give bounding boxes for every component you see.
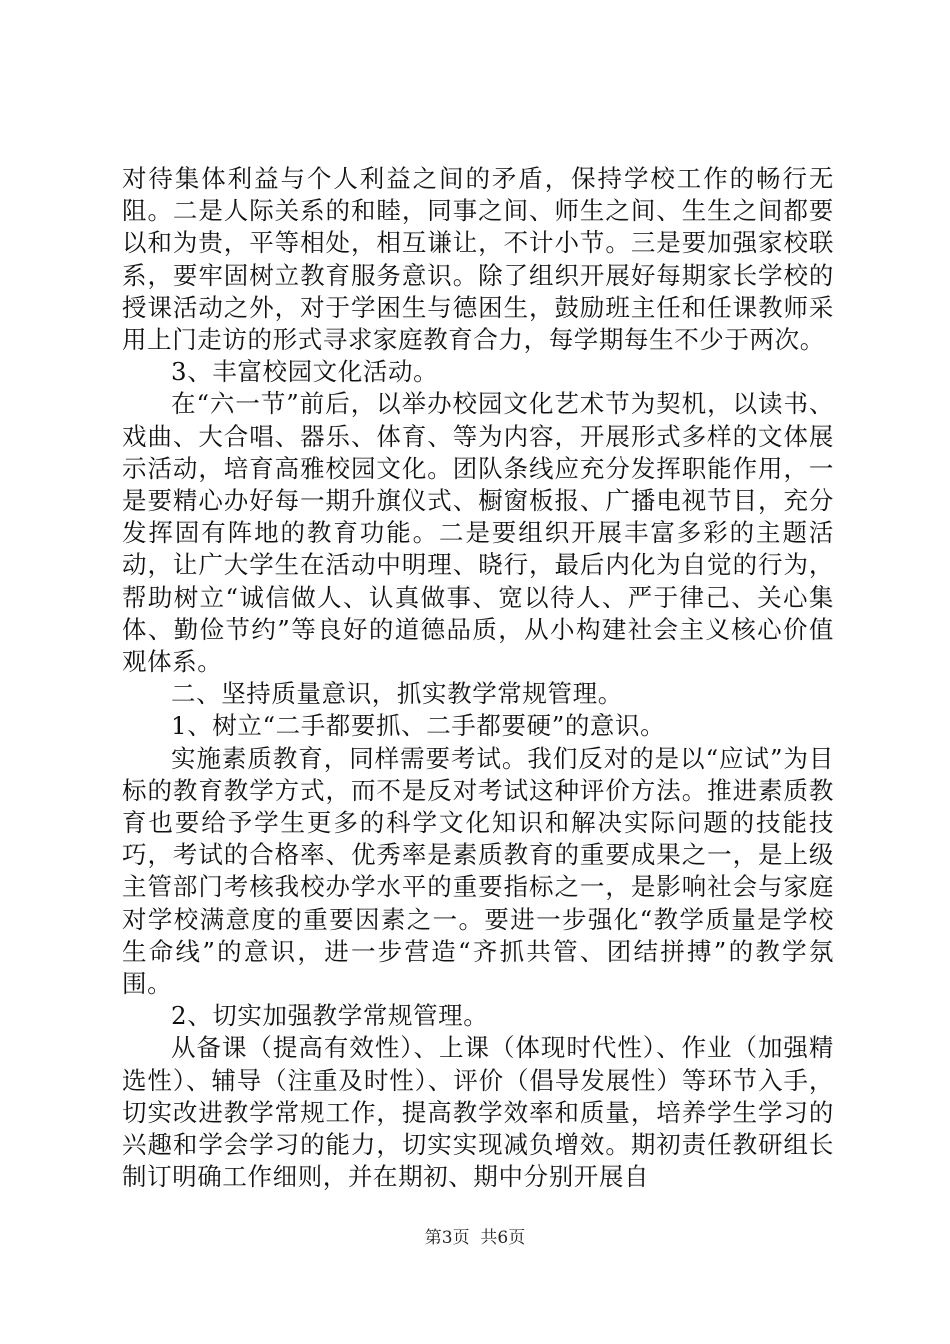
paragraph-teaching-routine: 从备课（提高有效性）、上课（体现时代性）、作业（加强精选性）、辅导（注重及时性）、评价（倡导发展性）等环节入手，切实改进教学常规工作，提高教学效率和质量，培养学生学习的兴趣和学会学习的能力，切实实现减负增效。期初责任教研组长制订明确工作细则，并在期初、期中分别开展自 xyxy=(122,1033,834,1192)
subheading-campus-culture: 3、丰富校园文化活动。 xyxy=(171,357,439,387)
subheading-two-hands: 1、树立“二手都要抓、二手都要硬”的意识。 xyxy=(171,711,666,741)
paragraph-culture-activities: 在“六一节”前后，以举办校园文化艺术节为契机，以读书、戏曲、大合唱、器乐、体育、等为内容，开展形式多样的文体展示活动，培育高雅校园文化。团队条线应充分发挥职能作用，一是要精心办好每一期升旗仪式、橱窗板报、广播电视节目，充分发挥固有阵地的教育功能。二是要组织开展丰富多彩的主题活动，让广大学生在活动中明理、晓行，最后内化为自觉的行为，帮助树立“诚信做人、认真做事、宽以待人、严于律己、关心集体、勤俭节约”等良好的道德品质，从小构建社会主义核心价值观体系。 xyxy=(122,389,834,677)
paragraph-quality-education: 实施素质教育，同样需要考试。我们反对的是以“应试”为目标的教育教学方式，而不是反对考试这种评价方法。推进素质教育也要给予学生更多的科学文化知识和解决实际问题的技能技巧，考试的合格率、优秀率是素质教育的重要成果之一，是上级主管部门考核我校办学水平的重要指标之一，是影响社会与家庭对学校满意度的重要因素之一。要进一步强化“教学质量是学校生命线”的意识，进一步营造“齐抓共管、团结拼搏”的教学氛围。 xyxy=(122,743,834,999)
paragraph-continued: 对待集体利益与个人利益之间的矛盾，保持学校工作的畅行无阻。二是人际关系的和睦，同事之间、师生之间、生生之间都要以和为贵，平等相处，相互谦让，不计小节。三是要加强家校联系，要牢固树立教育服务意识。除了组织开展好每期家长学校的授课活动之外，对于学困生与德困生，鼓励班主任和任课教师采用上门走访的形式寻求家庭教育合力，每学期每生不少于两次。 xyxy=(122,164,834,355)
document-body xyxy=(122,163,834,1194)
page-number-footer: 第3页 共6页 xyxy=(424,1228,526,1248)
subheading-teaching-routine: 2、切实加强教学常规管理。 xyxy=(171,1001,489,1031)
heading-quality-awareness: 二、坚持质量意识，抓实教学常规管理。 xyxy=(171,679,623,709)
